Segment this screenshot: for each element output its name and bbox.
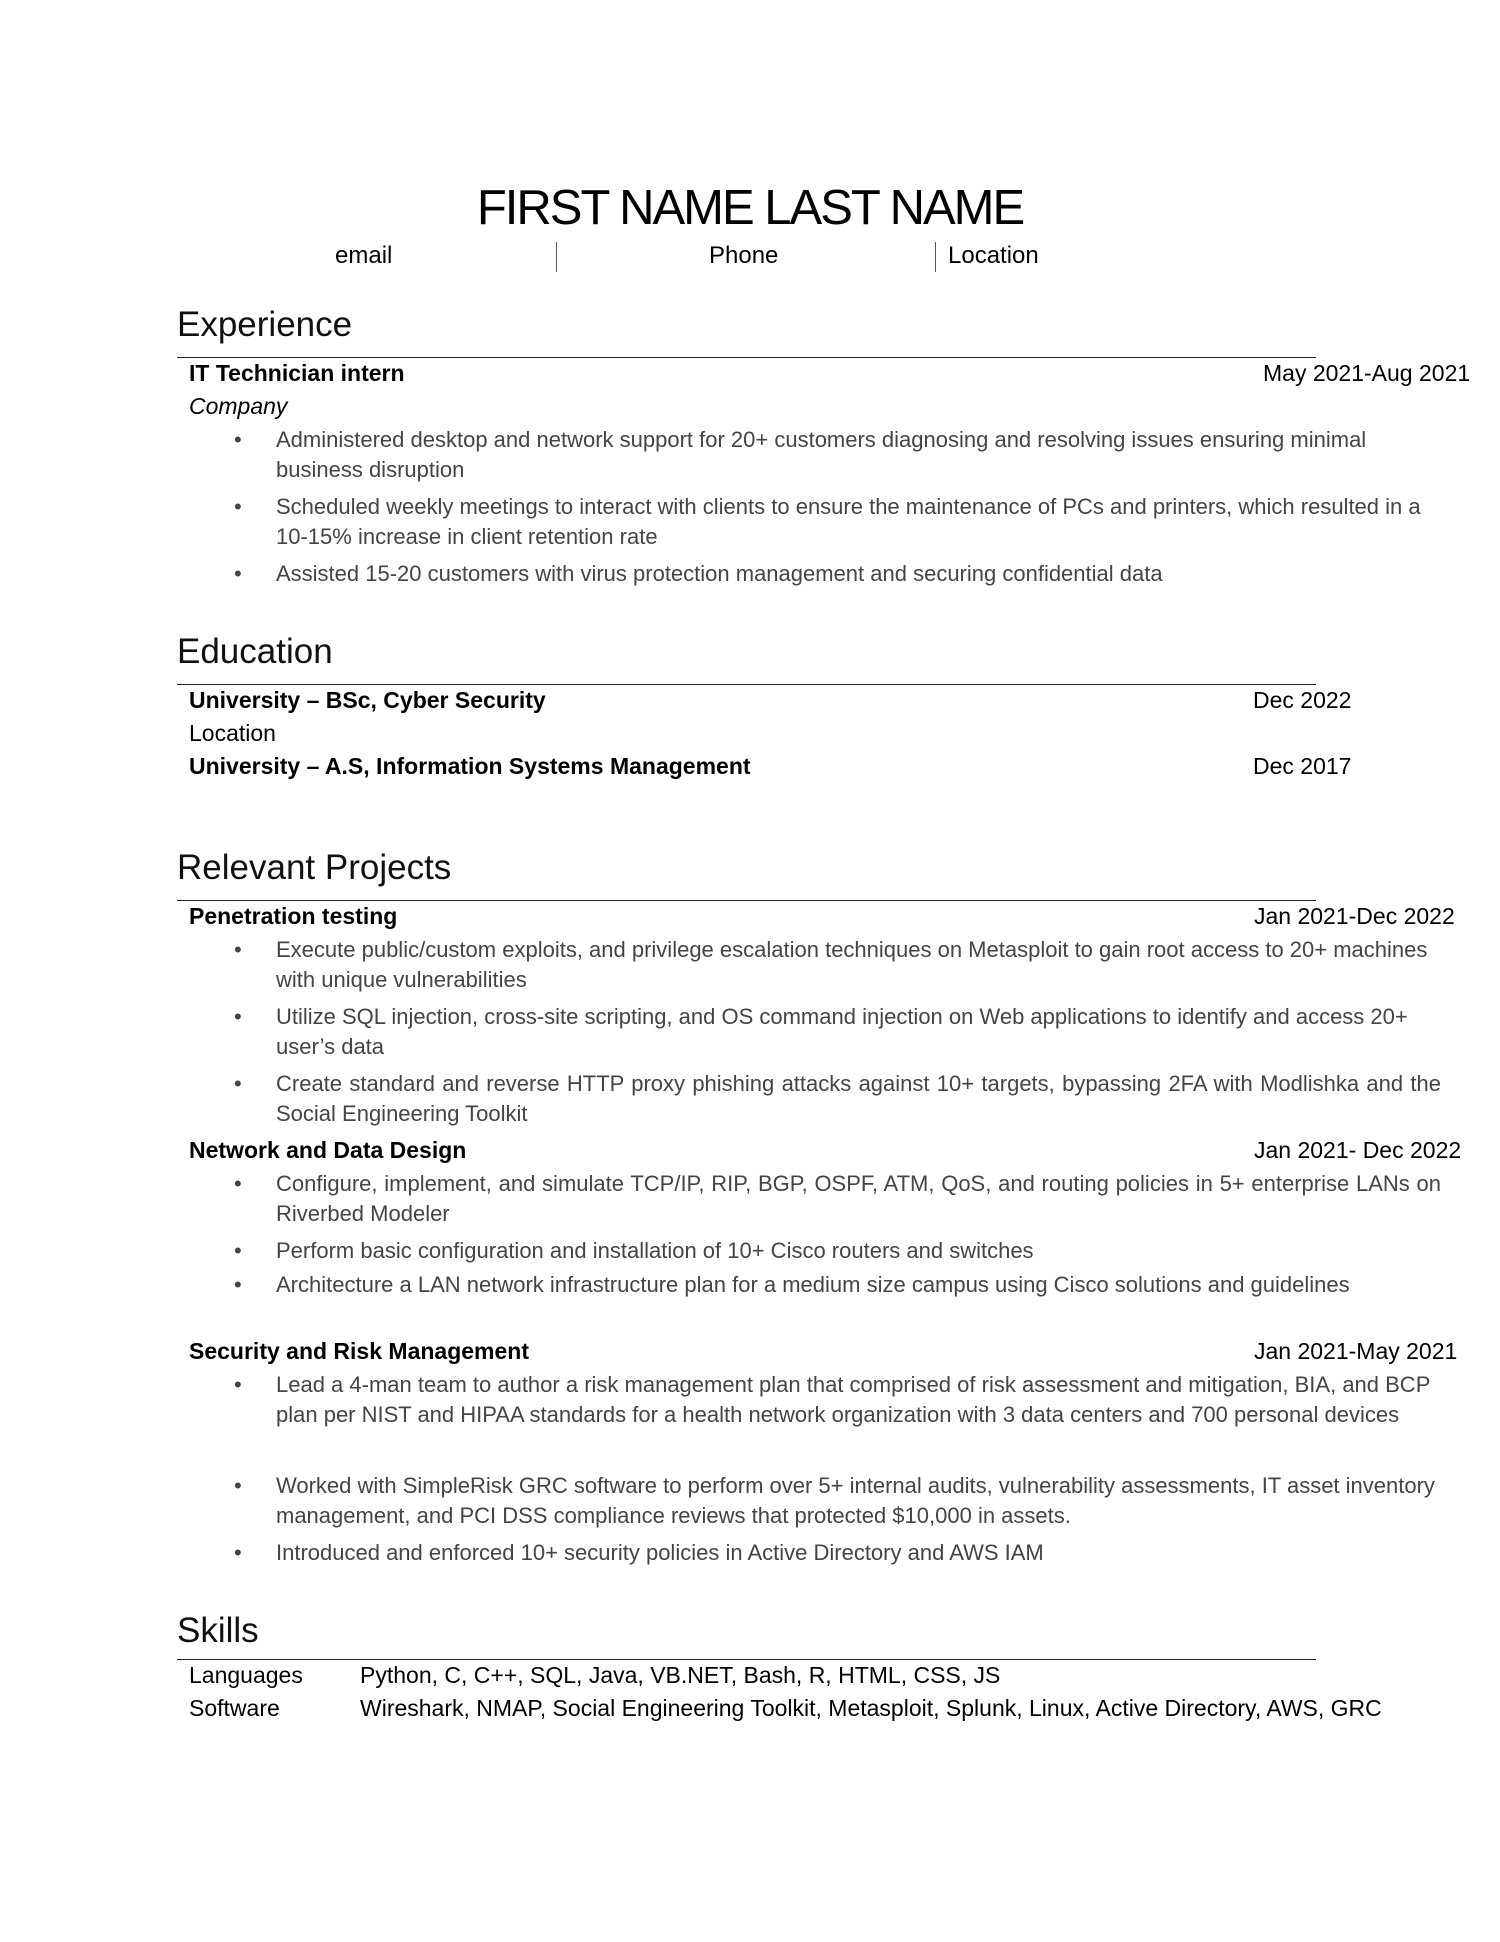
- bullet-icon: •: [234, 1272, 242, 1297]
- bullet-text: Execute public/custom exploits, and privilege escalation techniques on Metasploit to gain root access to 20+ machines with unique vulnerabilities: [276, 937, 1428, 992]
- bullet-icon: •: [234, 937, 242, 962]
- bullet-icon: •: [234, 1540, 242, 1565]
- bullet-text: Utilize SQL injection, cross-site scripting, and OS command injection on Web applications to identify and access 20+ user’s data: [276, 1004, 1408, 1059]
- bullet-text: Create standard and reverse HTTP proxy phishing attacks against 10+ targets, bypassing 2FA with Modlishka and the Social Engineering Toolkit: [276, 1071, 1441, 1126]
- contact-phone: Phone: [709, 242, 779, 269]
- contact-line: [0, 240, 1500, 274]
- education-degree: University – A.S, Information Systems Management: [189, 753, 751, 779]
- skills-label: Languages: [189, 1662, 303, 1688]
- bullet-icon: •: [234, 494, 242, 519]
- skills-value: Wireshark, NMAP, Social Engineering Toolkit, Metasploit, Splunk, Linux, Active Directory, AWS, GRC: [360, 1695, 1382, 1721]
- experience-company: Company: [189, 393, 288, 419]
- contact-divider: [556, 242, 557, 272]
- contact-email: email: [335, 242, 393, 269]
- experience-role: IT Technician intern: [189, 360, 405, 386]
- bullet-text: Perform basic configuration and installation of 10+ Cisco routers and switches: [276, 1238, 1034, 1263]
- bullet-text: Introduced and enforced 10+ security policies in Active Directory and AWS IAM: [276, 1540, 1044, 1565]
- skills-label: Software: [189, 1695, 280, 1721]
- bullet-text: Assisted 15-20 customers with virus protection management and securing confidential data: [276, 561, 1163, 586]
- resume-name: FIRST NAME LAST NAME: [476, 181, 1024, 235]
- bullet-icon: •: [234, 1071, 242, 1096]
- section-title-experience: Experience: [177, 305, 353, 344]
- contact-divider: [935, 242, 936, 272]
- bullet-text: Architecture a LAN network infrastructure plan for a medium size campus using Cisco solutions and guidelines: [276, 1272, 1350, 1297]
- section-title-education: Education: [177, 632, 333, 671]
- bullet-icon: •: [234, 1004, 242, 1029]
- education-location: Location: [189, 720, 276, 746]
- skills-value: Python, C, C++, SQL, Java, VB.NET, Bash, R, HTML, CSS, JS: [360, 1662, 1001, 1688]
- bullet-text: Scheduled weekly meetings to interact with clients to ensure the maintenance of PCs and printers, which resulted in a 10-15% increase in client retention rate: [276, 494, 1421, 549]
- bullet-text: Administered desktop and network support for 20+ customers diagnosing and resolving issues ensuring minimal business disruption: [276, 427, 1367, 482]
- bullet-text: Configure, implement, and simulate TCP/IP, RIP, BGP, OSPF, ATM, QoS, and routing policies in 5+ enterprise LANs on Riverbed Modeler: [276, 1171, 1441, 1226]
- bullet-icon: •: [234, 561, 242, 586]
- bullet-text: Worked with SimpleRisk GRC software to perform over 5+ internal audits, vulnerability assessments, IT asset inventory management, and PCI DSS compliance reviews that protected $10,000 in assets.: [276, 1473, 1435, 1528]
- bullet-text: Lead a 4-man team to author a risk management plan that comprised of risk assessment and mitigation, BIA, and BCP plan per NIST and HIPAA standards for a health network organization with 3 data centers and 700 personal devices: [276, 1372, 1430, 1427]
- project-dates: Jan 2021- Dec 2022: [1254, 1137, 1462, 1163]
- bullet-icon: •: [234, 427, 242, 452]
- experience-dates: May 2021-Aug 2021: [1263, 360, 1471, 386]
- bullet-icon: •: [234, 1238, 242, 1263]
- education-date: Dec 2022: [1253, 687, 1352, 713]
- project-name: Penetration testing: [189, 903, 398, 929]
- education-degree: University – BSc, Cyber Security: [189, 687, 546, 713]
- bullet-icon: •: [234, 1473, 242, 1498]
- section-title-projects: Relevant Projects: [177, 848, 452, 887]
- section-title-skills: Skills: [177, 1611, 259, 1650]
- project-name: Security and Risk Management: [189, 1338, 529, 1364]
- contact-location: Location: [948, 242, 1039, 269]
- project-dates: Jan 2021-Dec 2022: [1254, 903, 1455, 929]
- education-date: Dec 2017: [1253, 753, 1352, 779]
- bullet-icon: •: [234, 1372, 242, 1397]
- bullet-icon: •: [234, 1171, 242, 1196]
- project-name: Network and Data Design: [189, 1137, 467, 1163]
- project-dates: Jan 2021-May 2021: [1254, 1338, 1458, 1364]
